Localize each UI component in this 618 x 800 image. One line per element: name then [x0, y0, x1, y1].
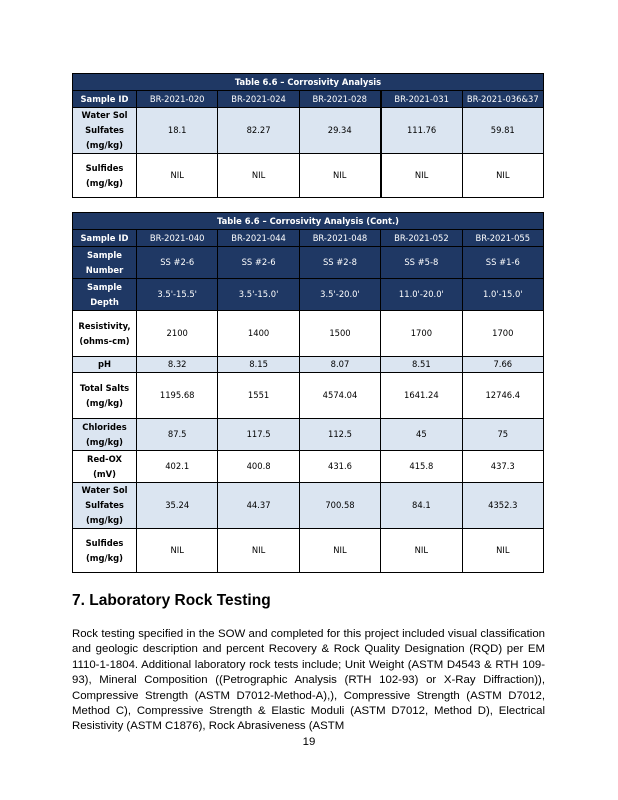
cell-value: 117.5	[218, 419, 299, 451]
cell-value: 1.0'-15.0'	[462, 279, 543, 311]
cell-value: 431.6	[299, 451, 380, 483]
sample-id: BR-2021-031	[381, 91, 462, 108]
cell-value: SS #2-8	[299, 247, 380, 279]
cell-value: 1700	[462, 311, 543, 357]
table-row	[73, 419, 544, 451]
table-row	[73, 247, 544, 279]
cell-value: SS #5-8	[381, 247, 462, 279]
row-label: Resistivity, (ohms-cm)	[73, 311, 137, 357]
cell-value: 400.8	[218, 451, 299, 483]
cell-value: 35.24	[137, 483, 218, 529]
cell-value: 402.1	[137, 451, 218, 483]
row-label: Sample Number	[73, 247, 137, 279]
cell-value: 8.51	[381, 357, 462, 373]
cell-value: 84.1	[381, 483, 462, 529]
sample-id: BR-2021-020	[137, 91, 218, 108]
cell-value: NIL	[137, 529, 218, 573]
sample-id: BR-2021-052	[381, 230, 462, 247]
table-row	[73, 154, 544, 198]
row-label: Red-OX (mV)	[73, 451, 137, 483]
cell-value: 111.76	[381, 108, 462, 154]
cell-value: 437.3	[462, 451, 543, 483]
cell-value: NIL	[462, 529, 543, 573]
cell-value: 3.5'-15.5'	[137, 279, 218, 311]
row-label: Total Salts (mg/kg)	[73, 373, 137, 419]
row-label: Sulfides (mg/kg)	[73, 154, 137, 198]
cell-value: 2100	[137, 311, 218, 357]
cell-value: SS #2-6	[137, 247, 218, 279]
cell-value: 415.8	[381, 451, 462, 483]
cell-value: 1700	[381, 311, 462, 357]
cell-value: NIL	[137, 154, 218, 198]
body-paragraph: Rock testing specified in the SOW and completed for this project included visual classification and geologic description and percent Recovery & Rock Quality Designation (RQD) per EM 1110-1-1804. Additional laboratory rock tests include; Unit Weight (ASTM D4543 & RTH 109-93), Mineral Composition ((Petrographic Analysis (RTH 102-93) or X-Ray Diffraction)), Compressive Strength (ASTM D7012-Method-A),), Compressive Strength (ASTM D7012, Method C), Compressive Strength & Elastic Moduli (ASTM D7012, Method D), Electrical Resistivity (ASTM C1876), Rock Abrasiveness (ASTM	[72, 628, 545, 733]
corrosivity-table-cont	[72, 212, 544, 573]
cell-value: 87.5	[137, 419, 218, 451]
cell-value: 75	[462, 419, 543, 451]
cell-value: 1400	[218, 311, 299, 357]
cell-value: 3.5'-15.0'	[218, 279, 299, 311]
cell-value: 1641.24	[381, 373, 462, 419]
row-label: pH	[73, 357, 137, 373]
page-number: 19	[302, 736, 316, 748]
table-row	[73, 279, 544, 311]
cell-value: 1500	[299, 311, 380, 357]
table-row	[73, 311, 544, 357]
cell-value: NIL	[381, 529, 462, 573]
row-label: Chlorides (mg/kg)	[73, 419, 137, 451]
cell-value: NIL	[462, 154, 543, 198]
cell-value: SS #2-6	[218, 247, 299, 279]
table-row	[73, 451, 544, 483]
cell-value: 4574.04	[299, 373, 380, 419]
sample-id: BR-2021-044	[218, 230, 299, 247]
row-label: Water Sol Sulfates (mg/kg)	[73, 108, 137, 154]
table-row	[73, 108, 544, 154]
sample-id: BR-2021-040	[137, 230, 218, 247]
table-row	[73, 373, 544, 419]
cell-value: 11.0'-20.0'	[381, 279, 462, 311]
cell-value: NIL	[381, 154, 462, 198]
sample-id: BR-2021-036&37	[462, 91, 543, 108]
section-heading: 7. Laboratory Rock Testing	[72, 592, 271, 609]
table-row	[73, 529, 544, 573]
corrosivity-table	[72, 73, 544, 198]
cell-value: NIL	[218, 529, 299, 573]
sample-id: BR-2021-028	[299, 91, 380, 108]
cell-value: 8.07	[299, 357, 380, 373]
table-caption: Table 6.6 – Corrosivity Analysis	[73, 74, 544, 91]
cell-value: 12746.4	[462, 373, 543, 419]
cell-value: 3.5'-20.0'	[299, 279, 380, 311]
header-label: Sample ID	[73, 91, 137, 108]
cell-value: 1551	[218, 373, 299, 419]
cell-value: 8.32	[137, 357, 218, 373]
cell-value: 700.58	[299, 483, 380, 529]
header-label: Sample ID	[73, 230, 137, 247]
cell-value: 1195.68	[137, 373, 218, 419]
cell-value: NIL	[218, 154, 299, 198]
cell-value: 82.27	[218, 108, 299, 154]
cell-value: 18.1	[137, 108, 218, 154]
row-label: Water Sol Sulfates (mg/kg)	[73, 483, 137, 529]
table-row	[73, 357, 544, 373]
cell-value: NIL	[299, 154, 380, 198]
row-label: Sample Depth	[73, 279, 137, 311]
sample-id: BR-2021-024	[218, 91, 299, 108]
table-caption: Table 6.6 – Corrosivity Analysis (Cont.)	[73, 213, 544, 230]
cell-value: 59.81	[462, 108, 543, 154]
row-label: Sulfides (mg/kg)	[73, 529, 137, 573]
sample-id: BR-2021-048	[299, 230, 380, 247]
cell-value: 4352.3	[462, 483, 543, 529]
cell-value: 45	[381, 419, 462, 451]
cell-value: NIL	[299, 529, 380, 573]
cell-value: 44.37	[218, 483, 299, 529]
cell-value: 7.66	[462, 357, 543, 373]
cell-value: 112.5	[299, 419, 380, 451]
cell-value: 29.34	[299, 108, 380, 154]
table-row	[73, 483, 544, 529]
sample-id: BR-2021-055	[462, 230, 543, 247]
cell-value: 8.15	[218, 357, 299, 373]
cell-value: SS #1-6	[462, 247, 543, 279]
